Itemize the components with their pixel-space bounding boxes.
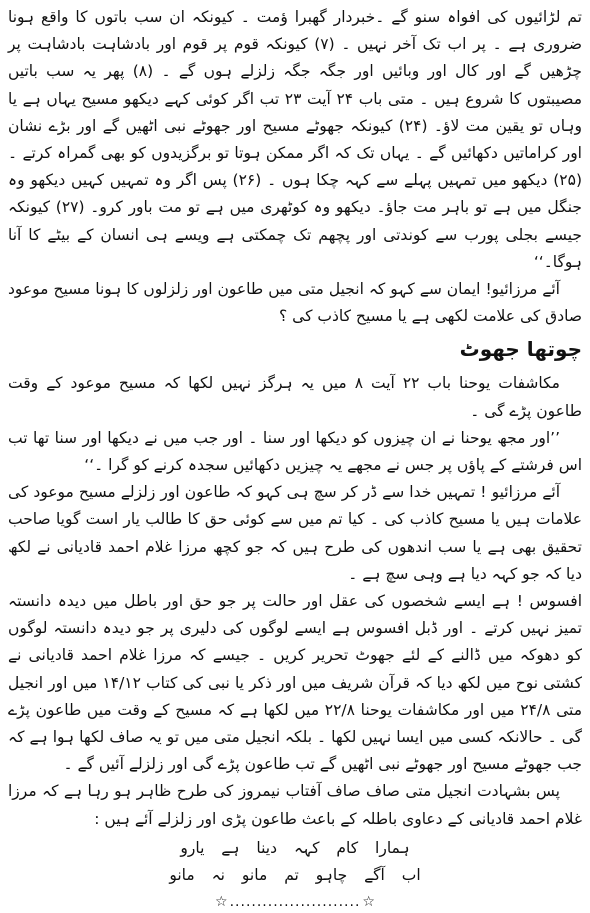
star-icon: ☆ bbox=[362, 893, 375, 910]
body-text bbox=[8, 4, 582, 330]
paragraph-conclusion: پس بشہادت انجیل متی صاف صاف آفتاب نیمروز کی طرح ظاہر ہو رہا ہے کہ مرزا غلام احمد قادیانی کے دعاوی باطلہ کے باعث طاعون پڑی اور زلزلے آئے ہیں : bbox=[8, 782, 582, 828]
paragraph-challenge: آئے مرزائیو ! تمہیں خدا سے ڈر کر سچ ہی کہو کہ طاعون اور زلزلے مسیح موعود کی علامات ہیں یا مسیح کاذب کی ۔ کیا تم میں سے کوئی حق کا طالب یار است گویا صاحب تحقیق بھی ہے یا سب اندھوں کی طرح ہیں کہ جو کچھ مرزا غلام احمد قادیانی نے لکھ دیا کہ جو کہہ دیا ہے وہی سچ ہے ۔ bbox=[8, 483, 582, 583]
section-separator bbox=[8, 891, 582, 913]
star-icon: ☆ bbox=[215, 893, 228, 910]
paragraph-appeal: آئے مرزائیو! ایمان سے کہو کہ انجیل متی میں طاعون اور زلزلوں کا ہونا مسیح موعود صادق کی علامت لکھی ہے یا مسیح کاذب کی ؟ bbox=[8, 280, 582, 326]
verse-line-1: ہمارا کام کہہ دینا ہے یارو bbox=[180, 838, 410, 857]
paragraph-quote-continuation: تم لڑائیوں کی افواہ سنو گے ۔خبردار گھبرا ؤمت ۔ کیونکہ ان سب باتوں کا واقع ہونا ضروری ہے ۔ پر اب تک آخر نہیں ۔ (۷) کیونکہ قوم پر قوم اور بادشاہت بادشاہت پر چڑھیں گے اور کال اور وبائیں اور جگہ جگہ زلزلے ہوں گے ۔ (۸) پھر یہ سب باتیں مصیبتوں کا شروع ہیں ۔ متی باب ۲۴ آیت ۲۳ تب اگر کوئی کہے دیکھو مسیح یہاں ہے یا وہاں تو یقین مت لاؤ۔ (۲۴) کیونکہ جھوٹے مسیح اور جھوٹے نبی اٹھیں گے اور بڑے نشان اور کراماتیں دکھائیں گے ۔ یہاں تک کہ اگر ممکن ہوتا تو برگزیدوں کو بھی گمراہ کرتے ۔ (۲۵) دیکھو میں تمہیں پہلے سے کہہ چکا ہوں ۔ (۲۶) پس اگر وہ تمہیں کہیں دیکھو وہ جنگل میں ہے تو باہر مت جاؤ۔ دیکھو وہ کوٹھری میں ہے تو مت باور کرو۔ (۲۷) کیونکہ جیسے بجلی پورب سے کوندتی اور پچھم تک چمکتی ہے ویسے ہی انسان کے بیٹے کا آنا ہوگا۔‘‘ bbox=[8, 8, 582, 271]
section-body-text bbox=[8, 370, 582, 832]
section-heading: چوتھا جھوٹ bbox=[459, 337, 582, 362]
verse-line-2: اب آگے چاہو تم مانو نہ مانو bbox=[169, 865, 421, 884]
paragraph-lament: افسوس ! ہے ایسے شخصوں کی عقل اور حالت پر جو حق اور باطل میں دیدہ دانستہ تمیز نہیں کرتے ۔ اور ڈبل افسوس ہے ایسے لوگوں کی دلیری پر جو دیدہ دانستہ لوگوں کو دھوکہ میں ڈالنے کے لئے جھوٹ تحریر کریں ۔ جیسے کہ مرزا غلام احمد قادیانی نے کشتی نوح میں لکھ دیا کہ قرآن شریف میں اور ذکر یا نبی کی کتاب ۱۴/۱۲ میں اور انجیل متی ۲۴/۸ میں اور مکاشفات یوحنا ۲۲/۸ میں لکھا ہے کہ مسیح کے وقت میں طاعون پڑے گی ۔ حالانکہ کسی میں ایسا نہیں لکھا ۔ بلکہ انجیل متی میں تو یہ صاف لکھا ہوا ہے کہ جب جھوٹے مسیح اور جھوٹے نبی اٹھیں گے تب طاعون پڑے گی اور زلزلے آئیں گے ۔ bbox=[8, 592, 582, 774]
paragraph-revelation-claim: مکاشفات یوحنا باب ۲۲ آیت ۸ میں یہ ہرگز نہیں لکھا کہ مسیح موعود کے وقت طاعون پڑے گی ۔ bbox=[8, 374, 582, 420]
dotted-line: ........................ bbox=[229, 893, 361, 910]
paragraph-revelation-quote: ’’اور مجھ یوحنا نے ان چیزوں کو دیکھا اور سنا ۔ اور جب میں نے دیکھا اور سنا تھا تب اس فرشتے کے پاؤں پر جس نے مجھے یہ چیزیں دکھائیں سجدہ کرنے کو گرا ۔‘‘ bbox=[8, 428, 582, 475]
verse-couplet bbox=[8, 835, 582, 889]
